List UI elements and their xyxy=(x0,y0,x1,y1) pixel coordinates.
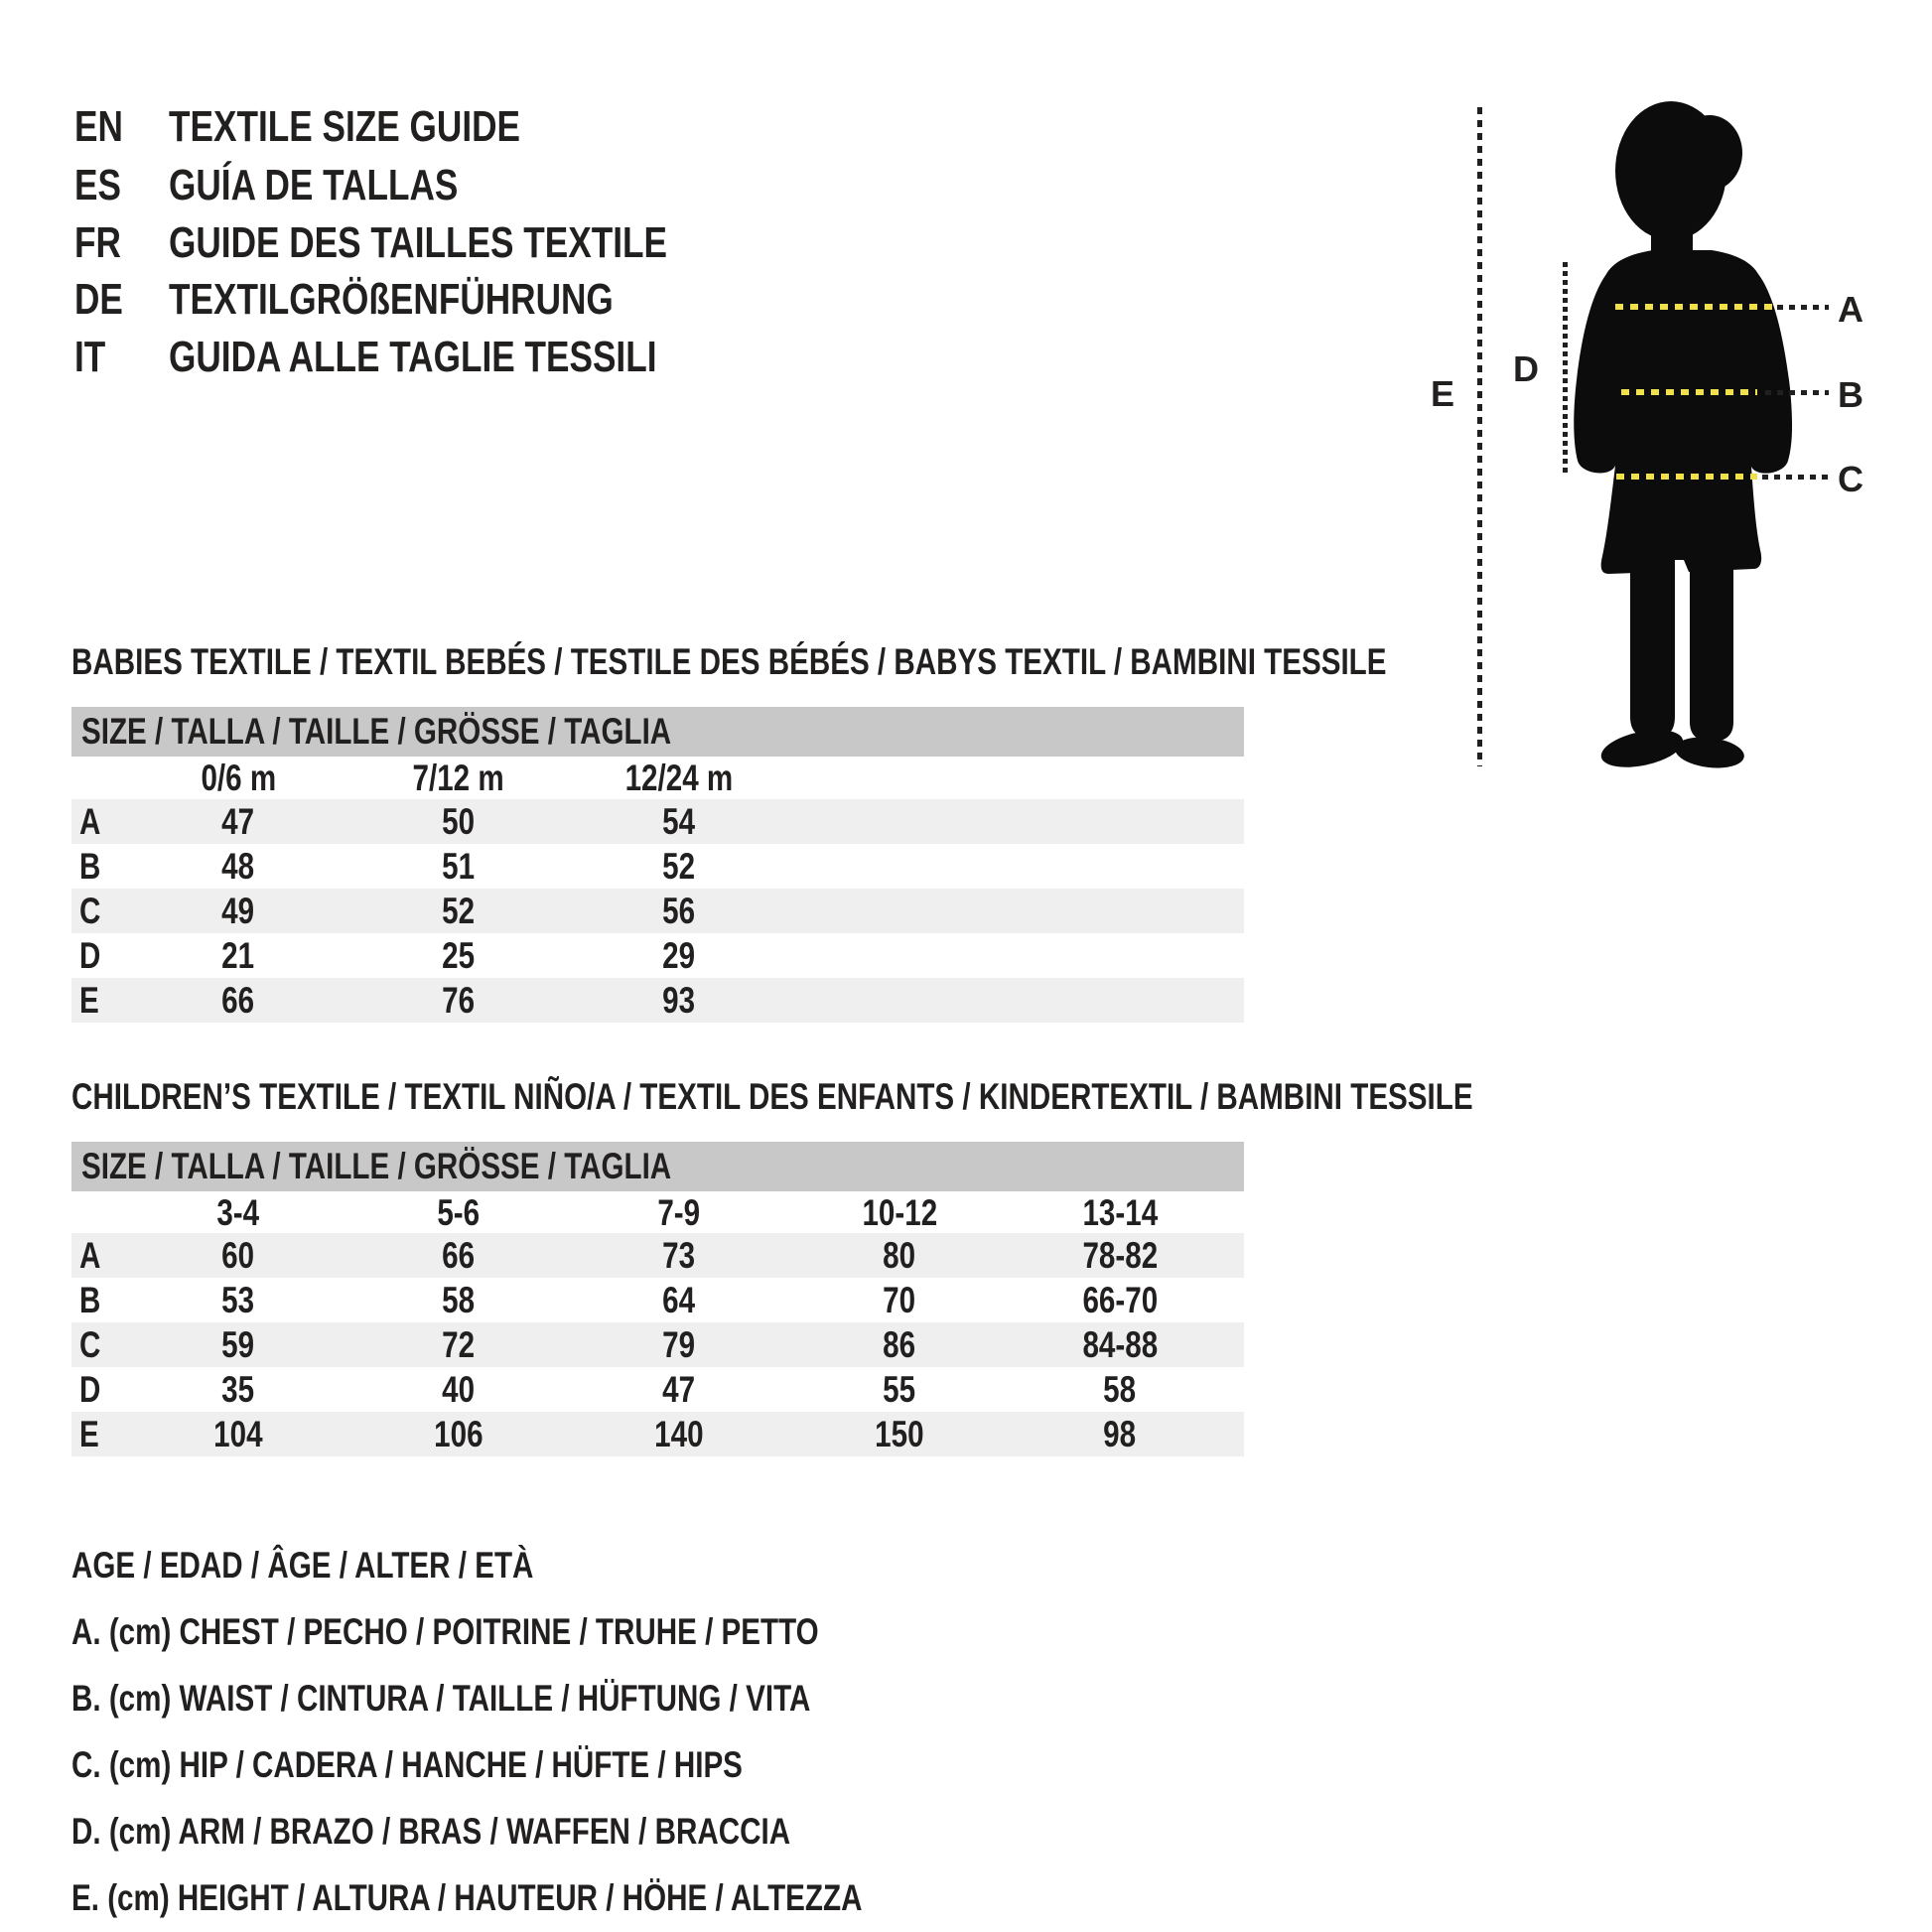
table-cell: 56 xyxy=(662,891,696,931)
table-cell: 54 xyxy=(662,801,696,842)
column-header: 12/24 m xyxy=(624,758,734,798)
lang-code: FR xyxy=(74,218,121,267)
column-header: 10-12 xyxy=(862,1192,937,1233)
table-cell: 86 xyxy=(883,1324,916,1365)
legend-arm-line: D. (cm) ARM / BRAZO / BRAS / WAFFEN / BRACCIA xyxy=(71,1811,791,1852)
table-cell: 50 xyxy=(442,801,476,842)
table-cell: 29 xyxy=(662,935,696,976)
table-row xyxy=(71,799,1244,844)
lang-title: TEXTILE SIZE GUIDE xyxy=(169,102,520,151)
row-label: B xyxy=(79,846,101,887)
row-label: E xyxy=(79,980,99,1021)
legend-hip-line: C. (cm) HIP / CADERA / HANCHE / HÜFTE / HIPS xyxy=(71,1744,743,1785)
lang-title: GUIDA ALLE TAGLIE TESSILI xyxy=(169,333,657,381)
table-cell: 40 xyxy=(442,1369,476,1410)
children-size-header-bar: SIZE / TALLA / TAILLE / GRÖSSE / TAGLIA xyxy=(71,1142,1244,1191)
table-row xyxy=(71,1367,1244,1412)
waist-dash-line xyxy=(1621,389,1757,395)
table-cell: 84-88 xyxy=(1082,1324,1158,1365)
lang-title: TEXTILGRÖßENFÜHRUNG xyxy=(169,275,614,324)
legend-chest-line: A. (cm) CHEST / PECHO / POITRINE / TRUHE / PETTO xyxy=(71,1611,819,1652)
row-label: C xyxy=(79,1324,101,1365)
table-cell: 51 xyxy=(442,846,476,887)
height-label: E xyxy=(1430,373,1454,414)
lang-code: ES xyxy=(74,161,121,209)
column-header: 13-14 xyxy=(1082,1192,1158,1233)
column-header: 3-4 xyxy=(216,1192,260,1233)
table-row xyxy=(71,978,1244,1023)
children-section-title: CHILDREN’S TEXTILE / TEXTIL NIÑO/A / TEXTIL DES ENFANTS / KINDERTEXTIL / BAMBINI TESSILE xyxy=(71,1076,1473,1117)
table-cell: 64 xyxy=(662,1280,696,1320)
babies-column-header-row xyxy=(71,757,1244,799)
lang-code: IT xyxy=(74,333,106,381)
arm-measure-line xyxy=(1563,262,1568,473)
table-cell: 55 xyxy=(883,1369,916,1410)
waist-label: B xyxy=(1838,374,1863,415)
column-header: 5-6 xyxy=(437,1192,481,1233)
child-silhouette-icon xyxy=(1569,91,1797,786)
table-row xyxy=(71,889,1244,933)
table-row xyxy=(71,1278,1244,1322)
table-cell: 60 xyxy=(221,1235,255,1276)
table-cell: 70 xyxy=(883,1280,916,1320)
table-cell: 72 xyxy=(442,1324,476,1365)
babies-section-title: BABIES TEXTILE / TEXTIL BEBÉS / TESTILE DES BÉBÉS / BABYS TEXTIL / BAMBINI TESSILE xyxy=(71,641,1387,682)
table-cell: 78-82 xyxy=(1082,1235,1158,1276)
table-cell: 47 xyxy=(662,1369,696,1410)
table-row xyxy=(71,1233,1244,1278)
table-cell: 104 xyxy=(213,1414,263,1454)
table-row xyxy=(71,844,1244,889)
table-cell: 66-70 xyxy=(1082,1280,1158,1320)
table-cell: 52 xyxy=(442,891,476,931)
hip-dash-line xyxy=(1616,474,1757,480)
table-cell: 79 xyxy=(662,1324,696,1365)
row-label: D xyxy=(79,935,101,976)
row-label-spacer xyxy=(71,1191,128,1234)
legend-height-line: E. (cm) HEIGHT / ALTURA / HAUTEUR / HÖHE / ALTEZZA xyxy=(71,1877,863,1918)
children-column-header-row xyxy=(71,1191,1244,1234)
lang-code: EN xyxy=(74,102,123,151)
chest-dash-line xyxy=(1615,304,1775,310)
table-cell: 59 xyxy=(221,1324,255,1365)
table-cell: 73 xyxy=(662,1235,696,1276)
table-cell: 66 xyxy=(442,1235,476,1276)
legend-age-line: AGE / EDAD / ÂGE / ALTER / ETÀ xyxy=(71,1545,534,1586)
row-label: D xyxy=(79,1369,101,1410)
row-label: C xyxy=(79,891,101,931)
row-label-spacer xyxy=(71,757,128,799)
table-cell: 66 xyxy=(221,980,255,1021)
table-cell: 52 xyxy=(662,846,696,887)
table-cell: 58 xyxy=(442,1280,476,1320)
column-header: 7/12 m xyxy=(412,758,505,798)
table-cell: 53 xyxy=(221,1280,255,1320)
row-label: E xyxy=(79,1414,99,1454)
chest-connector-line xyxy=(1777,305,1829,310)
lang-title: GUIDE DES TAILLES TEXTILE xyxy=(169,218,667,267)
table-cell: 106 xyxy=(434,1414,483,1454)
row-label: B xyxy=(79,1280,101,1320)
table-cell: 80 xyxy=(883,1235,916,1276)
table-row xyxy=(71,1322,1244,1367)
table-cell: 35 xyxy=(221,1369,255,1410)
lang-code: DE xyxy=(74,275,123,324)
table-cell: 150 xyxy=(875,1414,924,1454)
table-cell: 49 xyxy=(221,891,255,931)
table-cell: 21 xyxy=(221,935,255,976)
row-label: A xyxy=(79,1235,101,1276)
table-cell: 93 xyxy=(662,980,696,1021)
legend-waist-line: B. (cm) WAIST / CINTURA / TAILLE / HÜFTUNG / VITA xyxy=(71,1678,811,1719)
hip-connector-line xyxy=(1762,475,1829,480)
babies-size-header-bar: SIZE / TALLA / TAILLE / GRÖSSE / TAGLIA xyxy=(71,707,1244,757)
hip-label: C xyxy=(1838,459,1863,499)
table-row xyxy=(71,1412,1244,1456)
arm-label: D xyxy=(1513,348,1539,389)
chest-label: A xyxy=(1838,289,1863,330)
table-cell: 140 xyxy=(654,1414,704,1454)
table-row xyxy=(71,933,1244,978)
table-cell: 58 xyxy=(1103,1369,1137,1410)
column-header: 7-9 xyxy=(657,1192,701,1233)
table-cell: 76 xyxy=(442,980,476,1021)
table-cell: 98 xyxy=(1103,1414,1137,1454)
table-cell: 47 xyxy=(221,801,255,842)
column-header: 0/6 m xyxy=(201,758,276,798)
lang-title: GUÍA DE TALLAS xyxy=(169,161,459,209)
waist-connector-line xyxy=(1765,390,1829,395)
table-cell: 48 xyxy=(221,846,255,887)
row-label: A xyxy=(79,801,101,842)
table-cell: 25 xyxy=(442,935,476,976)
